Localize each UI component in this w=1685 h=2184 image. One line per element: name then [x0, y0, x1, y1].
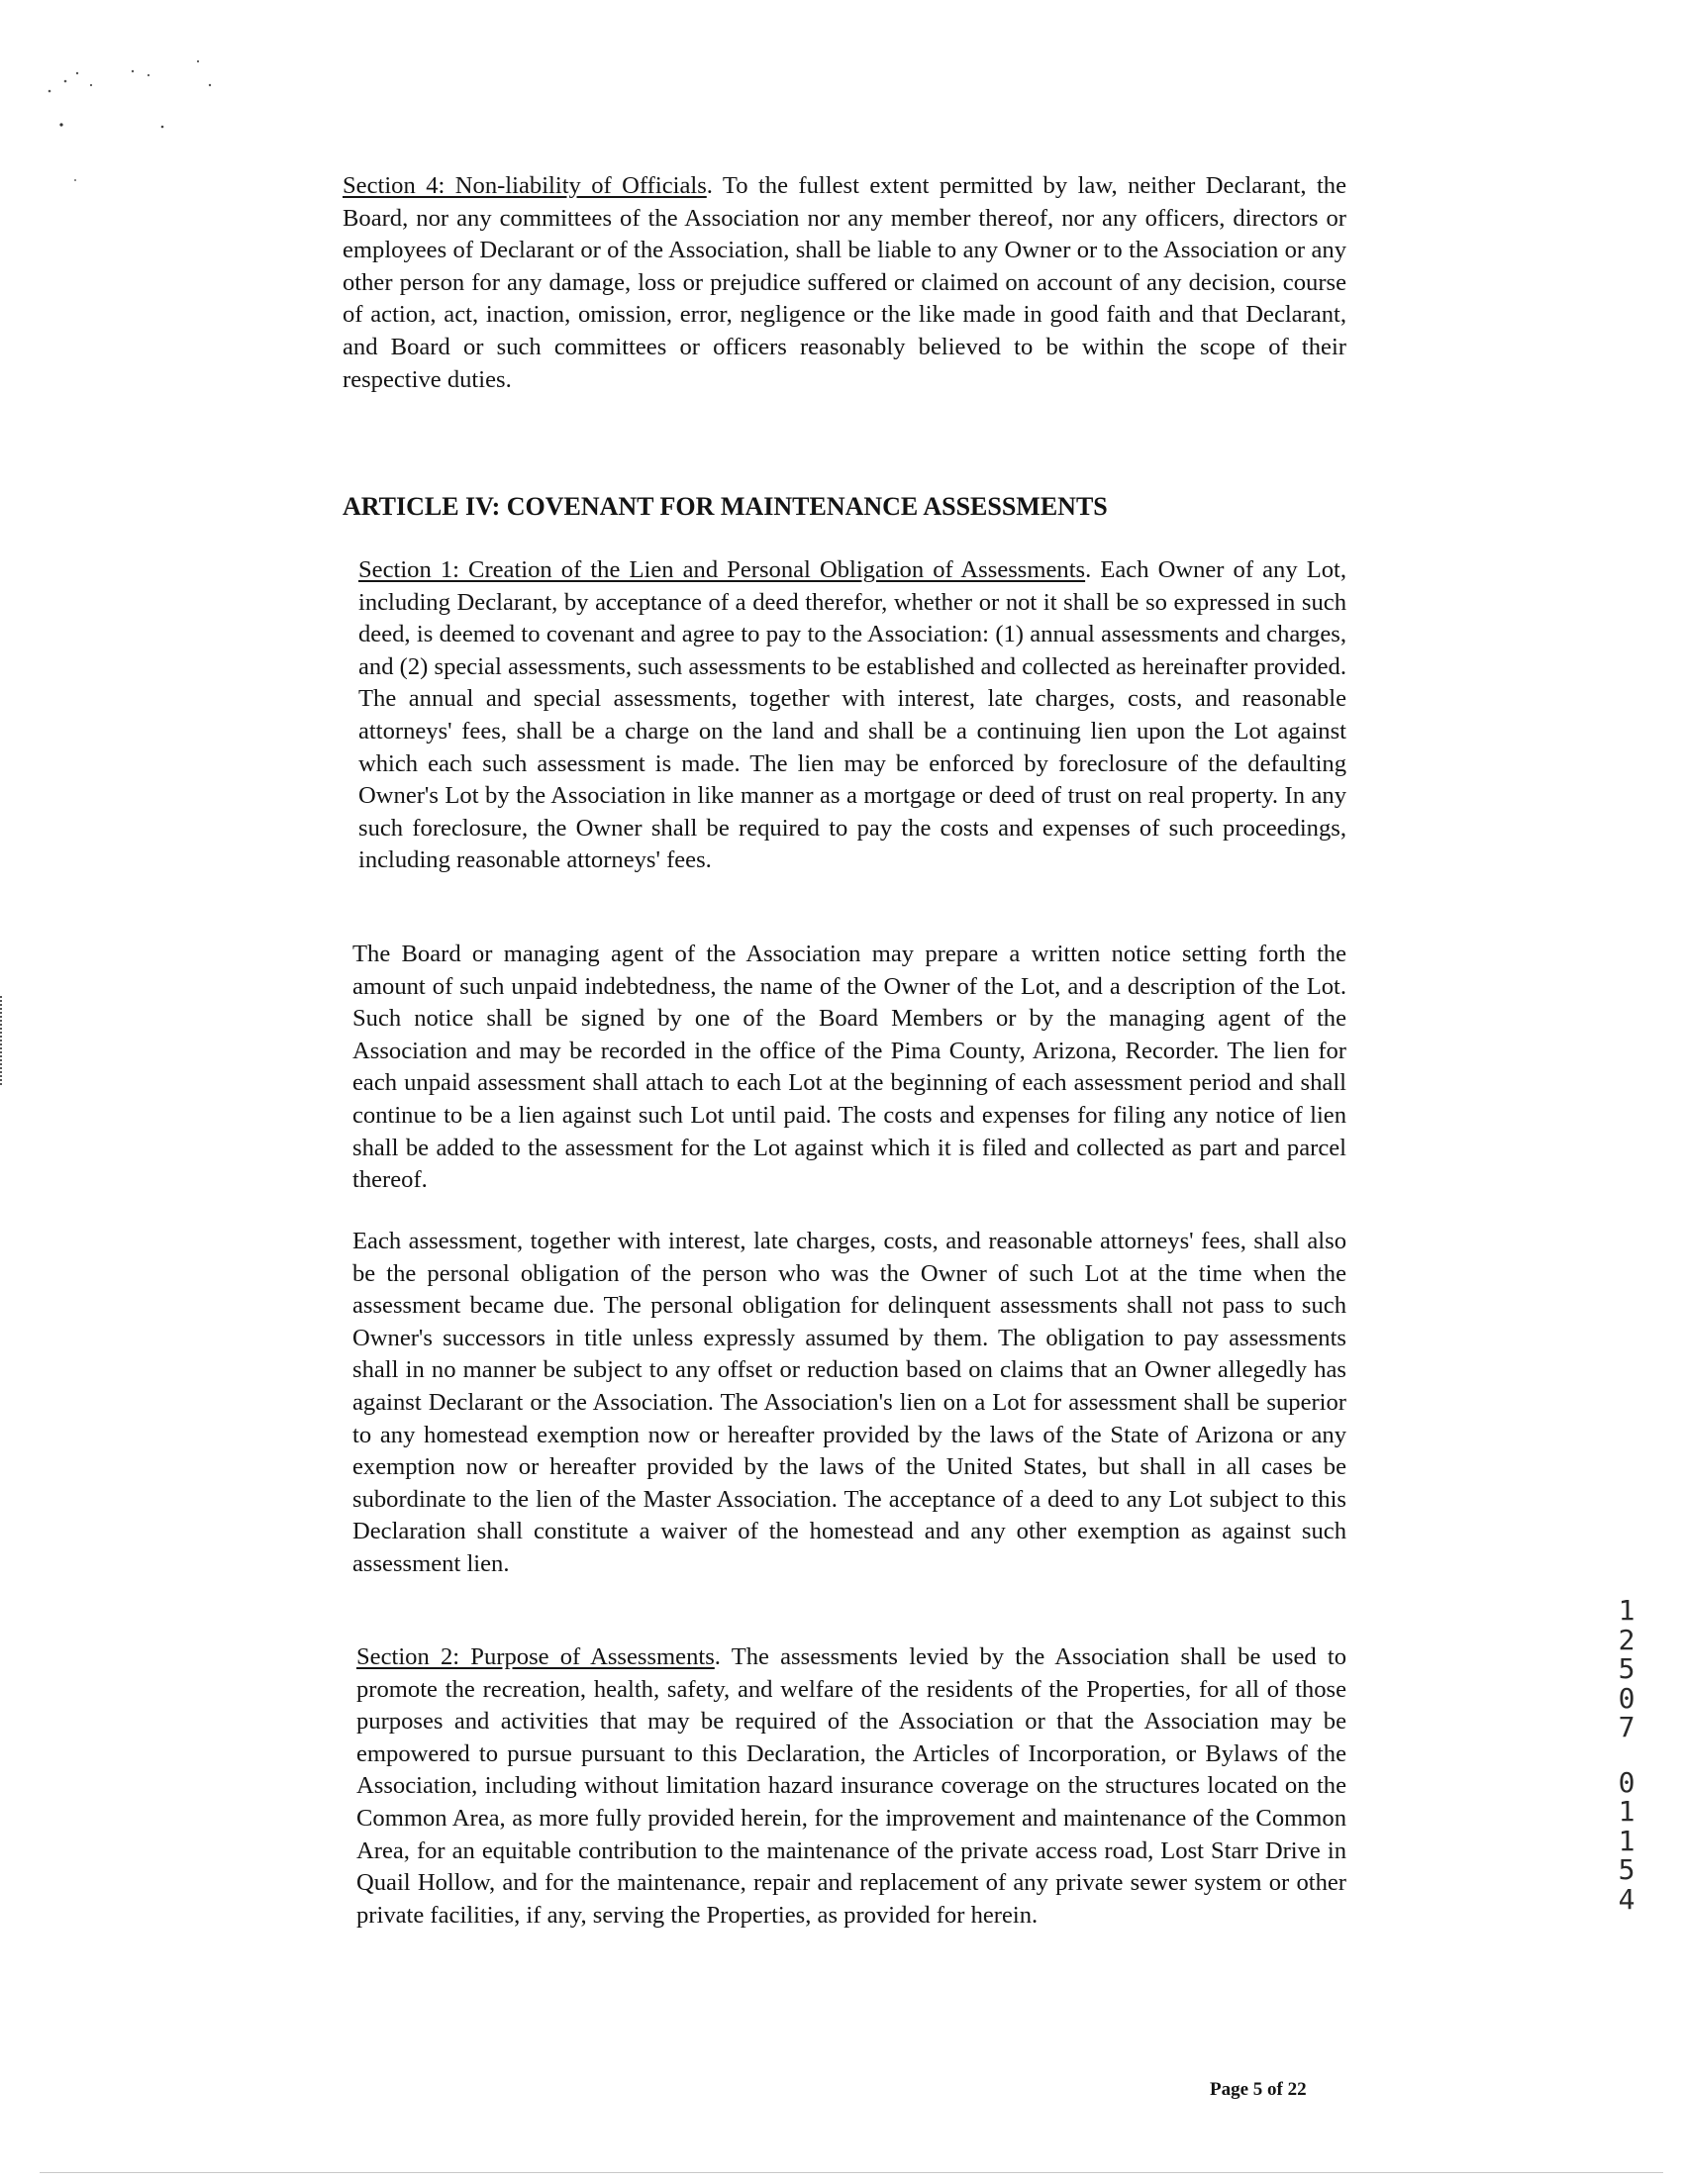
stamp-digit: 5 [1618, 1652, 1635, 1685]
section-2-body: . The assessments levied by the Association shall be used to promote the recreation, health, safety, and welfare of the residents of the Properties, for all of those purposes and activities that may be required of the Association or that the Association may be empowered to pursue pursuant to this Declaration, the Articles of Incorporation, or Bylaws of the Association, including without limitation hazard insurance coverage on the structures located on the Common Area, as more fully provided herein, for the improvement and maintenance of the Common Area, for an equitable contribution to the maintenance of the private access road, Lost Starr Drive in Quail Hollow, and for the maintenance, repair and replacement of any private sewer system or other private facilities, if any, serving the Properties, as provided for herein. [356, 1643, 1346, 1929]
personal-obligation-paragraph: Each assessment, together with interest, late charges, costs, and reasonable attorneys' fees, shall also be the personal obligation of the person who was the Owner of such Lot at the time when the assessment became due. The personal obligation for delinquent assessments shall not pass to such Owner's successors in title unless expressly assumed by them. The obligation to pay assessments shall in no manner be subject to any offset or reduction based on claims that an Owner allegedly has against Declarant or the Association. The Association's lien on a Lot for assessment shall be superior to any homestead exemption now or hereafter provided by the laws of the State of Arizona or any exemption now or hereafter provided by the laws of the United States, but shall in all cases be subordinate to the lien of the Master Association. The acceptance of a deed to any Lot subject to this Declaration shall constitute a waiver of the homestead and any other exemption as against such assessment lien. [352, 1228, 1346, 1577]
article-heading: ARTICLE IV: COVENANT FOR MAINTENANCE ASSESSMENTS [343, 492, 1108, 521]
stamp-digit: 1 [1618, 1824, 1635, 1857]
stamp-gap [1612, 1742, 1641, 1768]
section-1-title: Section 1: Creation of the Lien and Personal Obligation of Assessments [358, 556, 1086, 583]
section-2-paragraph [356, 1641, 1346, 1932]
section-1-body: . Each Owner of any Lot, including Declarant, by acceptance of a deed therefor, whether or not it shall be so expressed in such deed, is deemed to covenant and agree to pay to the Association: (1) annual assessments and charges, and (2) special assessments, such assessments to be established and collected as hereinafter provided. The annual and special assessments, together with interest, late charges, costs, and reasonable attorneys' fees, shall be a charge on the land and shall be a continuing lien upon the Lot against which each such assessment is made. The lien may be enforced by foreclosure of the defaulting Owner's Lot by the Association in like manner as a mortgage or deed of trust on real property. In any such foreclosure, the Owner shall be required to pay the costs and expenses of such proceedings, including reasonable attorneys' fees. [358, 556, 1346, 874]
section-4-title: Section 4: Non-liability of Officials [343, 172, 707, 199]
section-4-paragraph [343, 170, 1346, 396]
stamp-digit: 2 [1618, 1623, 1635, 1656]
section-2-title: Section 2: Purpose of Assessments [356, 1643, 715, 1670]
page-number: Page 5 of 22 [1210, 2079, 1307, 2100]
scan-edge-mark [0, 996, 5, 1085]
section-4-body: . To the fullest extent permitted by law, neither Declarant, the Board, nor any committees of the Association nor any member thereof, nor any officers, directors or employees of Declarant or of the Association, shall be liable to any Owner or to the Association or any other person for any damage, loss or prejudice suffered or claimed on account of any decision, course of action, act, inaction, omission, error, negligence or the like made in good faith and that Declarant, and Board or such committees or officers reasonably believed to be within the scope of their respective duties. [343, 172, 1346, 393]
lien-notice-paragraph: The Board or managing agent of the Association may prepare a written notice setting forth the amount of such unpaid indebtedness, the name of the Owner of the Lot, and a description of the Lot. Such notice shall be signed by one of the Board Members or by the managing agent of the Association and may be recorded in the office of the Pima County, Arizona, Recorder. The lien for each unpaid assessment shall attach to each Lot at the beginning of each assessment period and shall continue to be a lien against such Lot until paid. The costs and expenses for filing any notice of lien shall be added to the assessment for the Lot against which it is filed and collected as part and parcel thereof. [352, 941, 1346, 1194]
scan-specks [0, 0, 218, 198]
stamp-digit: 4 [1618, 1882, 1635, 1916]
stamp-digit: 0 [1618, 1681, 1635, 1715]
scan-bottom-edge [40, 2172, 1663, 2173]
stamp-digit: 0 [1618, 1765, 1635, 1799]
stamp-digit: 1 [1618, 1594, 1635, 1627]
stamp-digit: 1 [1618, 1795, 1635, 1828]
stamp-digit: 5 [1618, 1853, 1635, 1886]
section-1-paragraph [358, 554, 1346, 877]
stamp-digit: 7 [1618, 1711, 1635, 1743]
recording-stamp [1612, 1596, 1641, 1914]
